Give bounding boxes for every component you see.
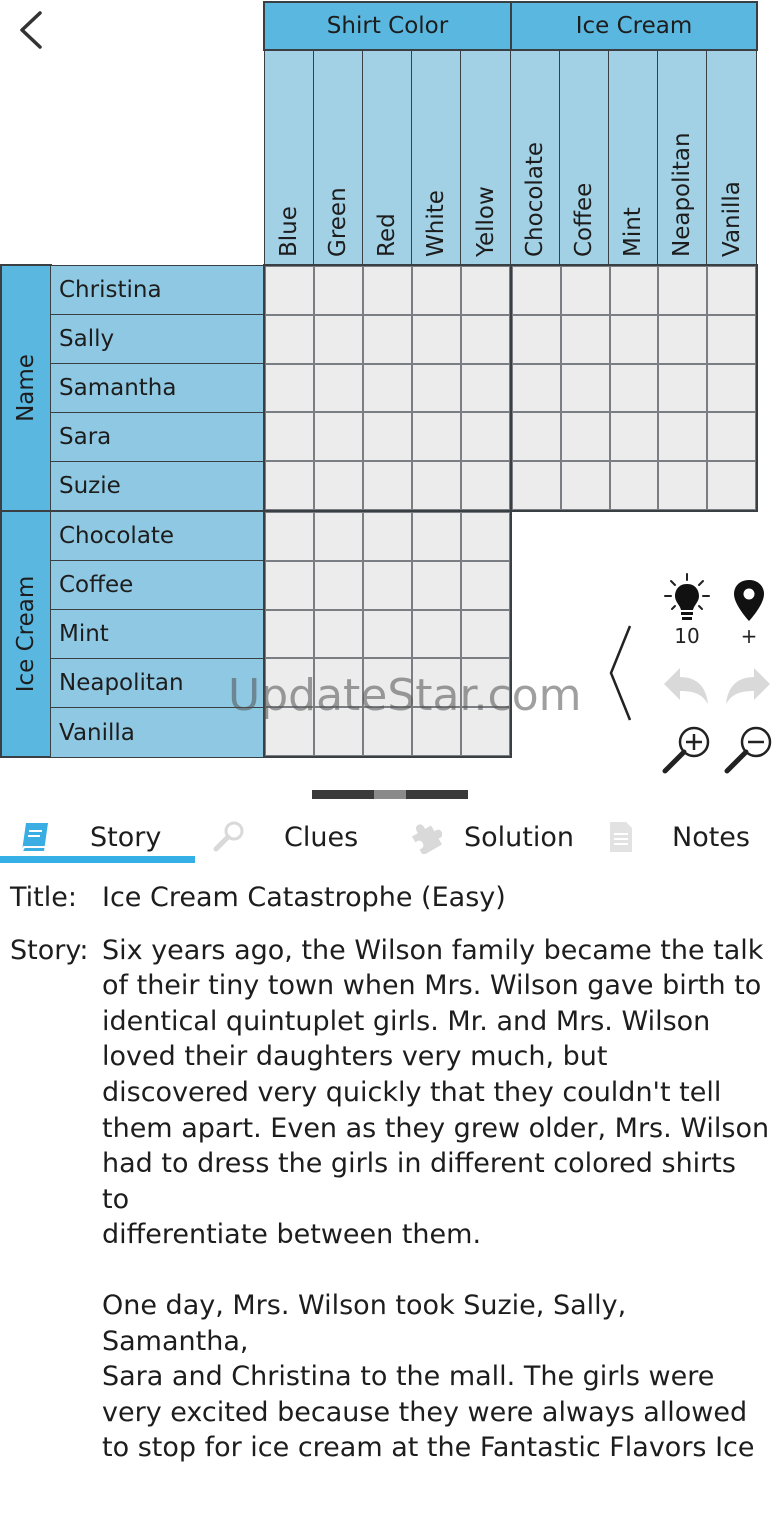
collapse-button[interactable] [606,624,636,722]
hint-count: 10 [674,624,700,648]
map-pin-icon [728,578,770,624]
back-button[interactable] [14,8,54,52]
grid-cell[interactable] [610,266,659,315]
zoom-out-icon [722,724,776,776]
row-header: Chocolate [50,511,265,561]
grid-cell[interactable] [412,610,461,659]
tab-solution[interactable] [408,812,574,862]
col-header: Mint [608,50,658,266]
col-header: Yellow [460,50,511,266]
watermark: UpdateStar.com [228,670,582,721]
col-header: Coffee [559,50,609,266]
grid-cell[interactable] [363,315,412,364]
row-header: Sally [50,314,265,364]
grid-cell[interactable] [461,315,510,364]
grid-cell[interactable] [363,512,412,561]
marker-label: + [740,624,758,648]
col-header: Vanilla [706,50,757,266]
grid-cell[interactable] [707,364,756,413]
tab-clues[interactable] [212,812,358,862]
tab-notes-label: Notes [672,821,750,853]
grid-cell[interactable] [658,315,707,364]
tab-notes[interactable] [604,812,750,862]
row-header: Suzie [50,461,265,511]
grid-cell[interactable] [707,412,756,461]
grid-cell[interactable] [363,461,412,510]
row-header: Neapolitan [50,658,265,708]
grid-cell[interactable] [561,266,610,315]
grid-cell[interactable] [461,266,510,315]
grid-cell[interactable] [707,315,756,364]
active-tab-indicator [0,856,195,863]
redo-button[interactable] [722,664,774,708]
chevron-left-icon [14,8,54,52]
grid-cell[interactable] [610,461,659,510]
story-field [10,933,770,1501]
panel-scroll-indicator[interactable] [312,790,468,799]
grid-cell[interactable] [412,315,461,364]
undo-button[interactable] [660,664,712,708]
story-panel [10,880,770,1518]
zoom-in-icon [660,724,714,776]
grid-name-icecream [510,264,758,512]
col-header: Blue [264,50,314,266]
grid-cell[interactable] [363,561,412,610]
grid-cell[interactable] [512,461,561,510]
grid-cell[interactable] [561,461,610,510]
grid-cell[interactable] [265,561,314,610]
grid-cell[interactable] [707,461,756,510]
row-header: Samantha [50,363,265,413]
grid-cell[interactable] [314,315,363,364]
redo-arrow-icon [722,664,774,708]
grid-cell[interactable] [658,266,707,315]
row-header: Coffee [50,560,265,610]
col-header: Chocolate [510,50,560,266]
grid-cell[interactable] [314,610,363,659]
grid-cell[interactable] [265,610,314,659]
grid-cell[interactable] [265,364,314,413]
grid-cell[interactable] [363,412,412,461]
grid-cell[interactable] [658,364,707,413]
story-paragraph: Six years ago, the Wilson family became the talk of their tiny town when Mrs. Wilson gave birth to identical quintuplet girls. Mr. and Mrs. Wilson loved their daughters very much, but discovered very quickly that they couldn't tell them apart. Even as they grew older, Mrs. Wilson had to dress the girls in different colored shirts to differentiate between them. [102,934,770,1251]
col-header: Neapolitan [657,50,707,266]
grid-cell[interactable] [461,461,510,510]
grid-cell[interactable] [412,266,461,315]
row-category-name: Name [0,264,52,512]
grid-cell[interactable] [610,364,659,413]
title-label: Title: [10,882,77,913]
grid-cell[interactable] [461,561,510,610]
grid-cell[interactable] [561,364,610,413]
col-header: White [411,50,461,266]
col-header: Red [362,50,412,266]
grid-cell[interactable] [658,461,707,510]
col-category-shirt-color: Shirt Color [263,1,512,51]
grid-cell[interactable] [412,561,461,610]
grid-cell[interactable] [561,315,610,364]
grid-cell[interactable] [461,610,510,659]
puzzle-piece-icon [408,820,442,854]
tab-solution-label: Solution [464,821,574,853]
hint-button[interactable] [662,572,712,624]
grid-cell[interactable] [658,412,707,461]
grid-cell[interactable] [265,315,314,364]
grid-cell[interactable] [265,266,314,315]
grid-cell[interactable] [412,412,461,461]
row-header: Mint [50,609,265,659]
row-category-ice-cream: Ice Cream [0,510,52,758]
grid-cell[interactable] [610,412,659,461]
story-label: Story: [10,934,89,966]
grid-cell[interactable] [265,461,314,510]
grid-cell[interactable] [314,512,363,561]
grid-cell[interactable] [363,610,412,659]
grid-cell[interactable] [314,364,363,413]
magnifier-icon [212,820,246,854]
row-header: Sara [50,412,265,462]
col-category-ice-cream: Ice Cream [510,1,758,51]
tab-story-label: Story [90,821,162,853]
grid-cell[interactable] [461,412,510,461]
grid-cell[interactable] [461,364,510,413]
grid-cell[interactable] [512,315,561,364]
title-field [10,880,770,916]
grid-cell[interactable] [412,461,461,510]
tab-clues-label: Clues [284,821,359,853]
grid-cell[interactable] [610,315,659,364]
zoom-in-button[interactable] [660,724,714,776]
col-header: Green [313,50,363,266]
grid-cell[interactable] [512,412,561,461]
grid-cell[interactable] [561,412,610,461]
grid-cell[interactable] [314,561,363,610]
grid-cell[interactable] [363,266,412,315]
grid-cell[interactable] [265,512,314,561]
grid-cell[interactable] [512,364,561,413]
grid-name-shirt [263,264,512,512]
story-paragraph: One day, Mrs. Wilson took Suzie, Sally, Samantha, Sara and Christina to the mall. The girls were very excited because they were always allowed to stop for ice cream at the Fantastic Flavors Ice [102,1289,755,1464]
grid-cell[interactable] [461,512,510,561]
grid-cell[interactable] [412,364,461,413]
grid-cell[interactable] [707,266,756,315]
row-header: Christina [50,265,265,315]
chevron-left-icon [606,624,636,722]
grid-cell[interactable] [314,412,363,461]
grid-cell[interactable] [265,412,314,461]
marker-button[interactable] [728,578,770,624]
grid-cell[interactable] [363,364,412,413]
book-icon [18,820,52,854]
grid-cell[interactable] [412,512,461,561]
row-header: Vanilla [50,707,265,758]
grid-cell[interactable] [314,266,363,315]
grid-cell[interactable] [512,266,561,315]
lightbulb-icon [662,572,712,624]
tab-story[interactable] [18,812,161,862]
puzzle-title: Ice Cream Catastrophe (Easy) [102,882,506,913]
undo-arrow-icon [660,664,712,708]
zoom-out-button[interactable] [722,724,776,776]
notepad-icon [604,820,638,854]
grid-cell[interactable] [314,461,363,510]
